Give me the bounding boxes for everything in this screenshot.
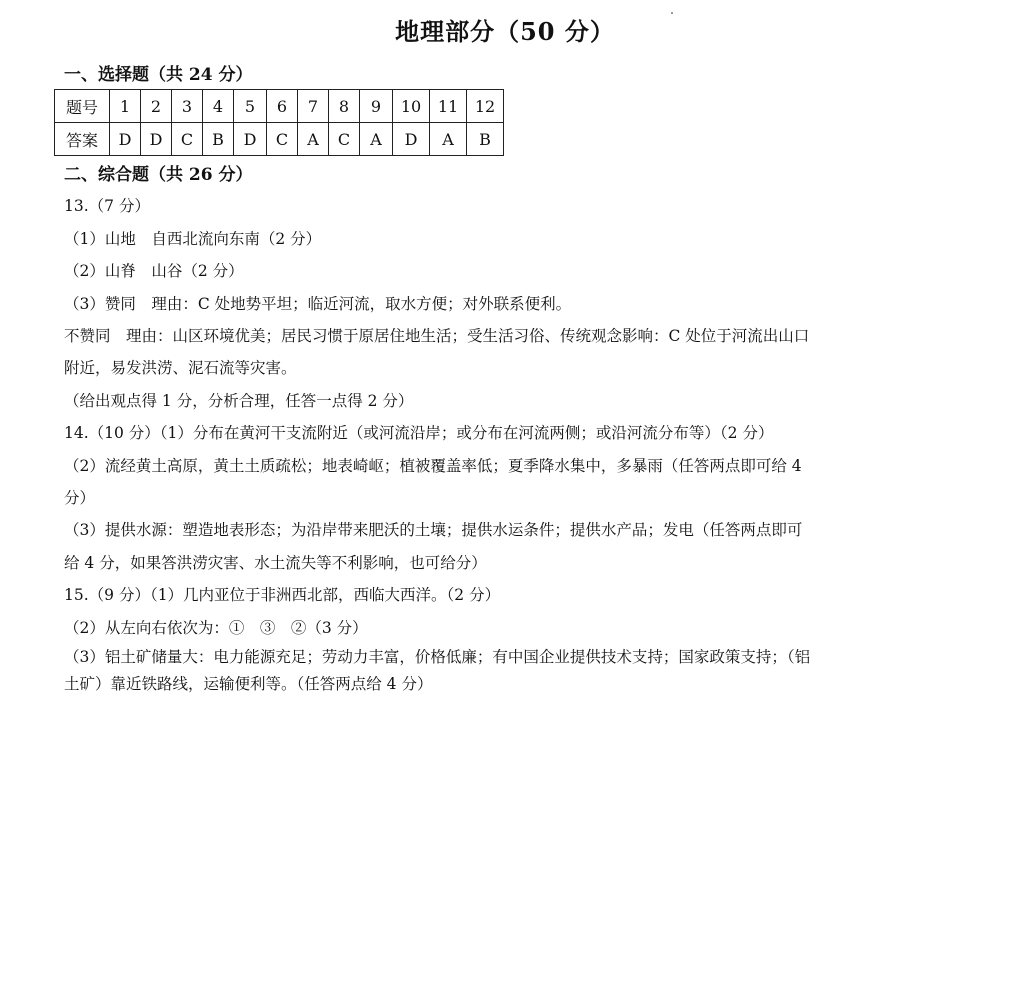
answer-line: （2）从左向右依次为：① ③ ②（3 分） (64, 619, 368, 637)
table-cell-answer: A (298, 123, 329, 156)
stray-dot (671, 12, 673, 14)
section-heading-choice: 一、选择题（共 24 分） (64, 65, 253, 85)
answer-line: （1）山地 自西北流向东南（2 分） (64, 230, 322, 248)
answer-line: 14.（10 分）（1）分布在黄河干支流附近（或河流沿岸；或分布在河流两侧；或沿河流分布等）（2 分） (64, 424, 774, 442)
answer-line: （给出观点得 1 分，分析合理，任答一点得 2 分） (64, 392, 414, 410)
answer-line: 土矿）靠近铁路线，运输便利等。（任答两点给 4 分） (64, 675, 433, 693)
table-cell-answer: D (141, 123, 172, 156)
table-cell-answer: A (430, 123, 467, 156)
table-row-header: 答案 (55, 123, 110, 156)
table-row-header: 题号 (55, 90, 110, 123)
table-cell-answer: C (172, 123, 203, 156)
table-cell-number: 9 (360, 90, 393, 123)
table-row-answers (55, 123, 504, 156)
answer-line: 分） (64, 489, 96, 507)
answer-line: （2）流经黄土高原，黄土土质疏松；地表崎岖；植被覆盖率低；夏季降水集中，多暴雨（任答两点即可给 4 (64, 457, 802, 475)
answer-line: 13.（7 分） (64, 197, 150, 215)
section-heading-comprehensive: 二、综合题（共 26 分） (64, 165, 253, 185)
answer-line: 15.（9 分）（1）几内亚位于非洲西北部，西临大西洋。（2 分） (64, 586, 501, 604)
table-cell-number: 5 (234, 90, 267, 123)
table-row-numbers (55, 90, 504, 123)
table-cell-number: 11 (430, 90, 467, 123)
table-cell-number: 2 (141, 90, 172, 123)
answer-table (54, 89, 504, 156)
answer-line: （3）铝土矿储量大：电力能源充足；劳动力丰富，价格低廉；有中国企业提供技术支持；国家政策支持；（铝 (64, 648, 811, 666)
table-cell-number: 10 (393, 90, 430, 123)
table-cell-answer: D (110, 123, 141, 156)
table-cell-answer: D (393, 123, 430, 156)
answer-line: 附近，易发洪涝、泥石流等灾害。 (64, 359, 297, 377)
answer-line: （3）赞同 理由：C 处地势平坦；临近河流，取水方便；对外联系便利。 (64, 295, 572, 313)
table-cell-number: 6 (267, 90, 298, 123)
answer-line: 给 4 分，如果答洪涝灾害、水土流失等不利影响，也可给分） (64, 554, 487, 572)
table-cell-answer: A (360, 123, 393, 156)
table-cell-number: 7 (298, 90, 329, 123)
table-cell-answer: B (467, 123, 504, 156)
table-cell-number: 4 (203, 90, 234, 123)
answer-line: 不赞同 理由：山区环境优美；居民习惯于原居住地生活；受生活习俗、传统观念影响：C 处位于河流出山口 (64, 327, 810, 345)
table-cell-answer: C (267, 123, 298, 156)
page-title: 地理部分（50 分） (395, 17, 615, 46)
table-cell-number: 8 (329, 90, 360, 123)
answer-line: （2）山脊 山谷（2 分） (64, 262, 244, 280)
table-cell-answer: C (329, 123, 360, 156)
table-cell-number: 3 (172, 90, 203, 123)
table-cell-answer: D (234, 123, 267, 156)
table-cell-number: 1 (110, 90, 141, 123)
table-cell-number: 12 (467, 90, 504, 123)
table-cell-answer: B (203, 123, 234, 156)
answer-line: （3）提供水源：塑造地表形态；为沿岸带来肥沃的土壤；提供水运条件；提供水产品；发电（任答两点即可 (64, 521, 803, 539)
